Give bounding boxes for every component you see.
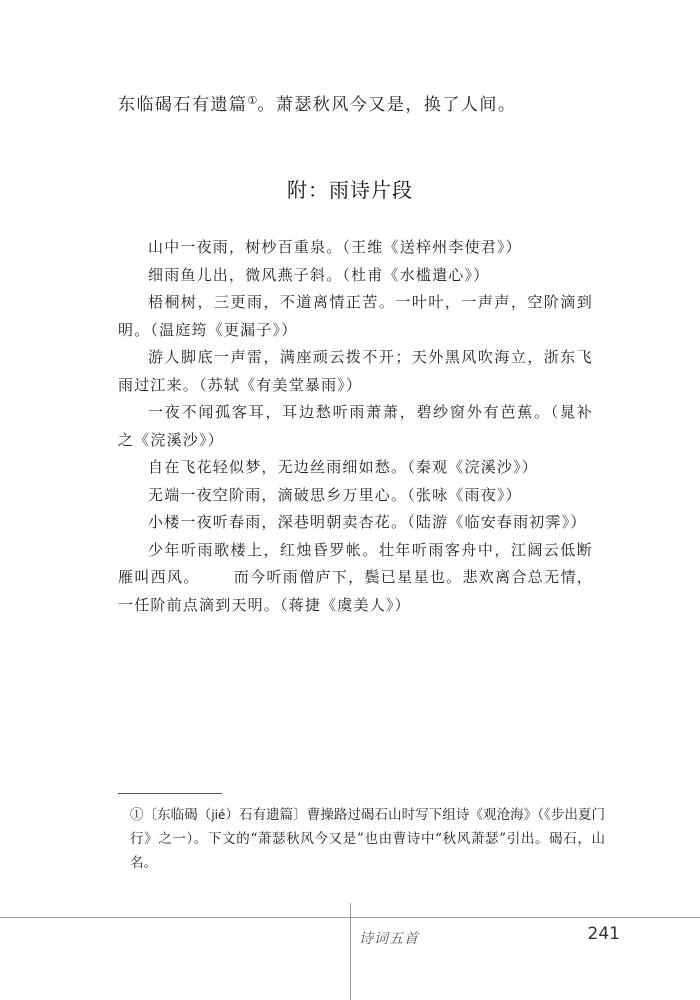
poem-excerpt <box>118 482 593 510</box>
closing-line-text: 东临碣石有遗篇 <box>118 95 248 115</box>
poem-excerpt <box>118 454 593 482</box>
poem-excerpt <box>118 399 593 454</box>
poem-text: 细雨鱼儿出，微风燕子斜。（杜甫《水槛遣心》） <box>148 265 490 284</box>
poem-excerpt <box>118 537 593 620</box>
poem-text: 梧桐树，三更雨，不道离情正苦。一叶叶，一声声，空阶滴到明。（温庭筠《更漏子》） <box>118 293 593 339</box>
poem-excerpt <box>118 344 593 399</box>
poem-excerpt <box>118 262 593 290</box>
poem-excerpt <box>118 289 593 344</box>
footnote-text-a: 〔东临碣（ <box>143 807 212 823</box>
footnote-reference-marker[interactable]: ① <box>247 94 258 107</box>
poem-text: 少年听雨歌楼上，红烛昏罗帐。壮年听雨客舟中，江阔云低断雁叫西风。 <box>118 540 593 586</box>
section-title: 附：雨诗片段 <box>287 178 413 202</box>
poem-text: 一夜不闻孤客耳，耳边愁听雨萧萧，碧纱窗外有芭蕉。（晁补之《浣溪沙》） <box>118 403 593 449</box>
poem-text: 山中一夜雨，树杪百重泉。（王维《送梓州李使君》） <box>148 238 522 256</box>
footnote <box>130 803 605 875</box>
rain-poem-excerpts <box>118 234 593 619</box>
poem-closing-line <box>118 90 658 115</box>
running-footer-title: 诗词五首 <box>359 931 419 947</box>
poem-text: 小楼一夜听春雨，深巷明朝卖杏花。（陆游《临安春雨初霁》） <box>148 513 587 531</box>
footer-vertical-divider <box>350 903 351 1000</box>
closing-line-rest: 。萧瑟秋风今又是，换了人间。 <box>257 95 517 115</box>
poem-text: 无端一夜空阶雨，滴破思乡万里心。（张咏《雨夜》） <box>148 485 522 504</box>
poem-excerpt <box>118 234 593 262</box>
footnote-pinyin: jié <box>211 808 226 822</box>
poem-text: 而今听雨僧庐下，鬓已星星也。悲欢离合总无情，一任阶前点滴到天明。（蒋捷《虞美人》） <box>118 568 593 614</box>
poem-text: 自在飞花轻似梦，无边丝雨细如愁。（秦观《浣溪沙》） <box>148 458 539 476</box>
footnote-divider <box>118 793 222 794</box>
poem-excerpt <box>118 509 593 537</box>
poem-text: 游人脚底一声雷，满座顽云拨不开；天外黑风吹海立，浙东飞雨过江来。（苏轼《有美堂暴雨》） <box>118 348 593 394</box>
page-number: 241 <box>587 924 620 944</box>
footnote-text-b: ）石有遗篇〕曹操路过碣石山时写下组诗《观沧海》（《步出夏门行》之一）。下文的“萧瑟秋风今又是”也由曹诗中“秋风萧瑟”引出。碣石，山名。 <box>130 807 606 871</box>
footnote-marker: ① <box>130 807 144 823</box>
